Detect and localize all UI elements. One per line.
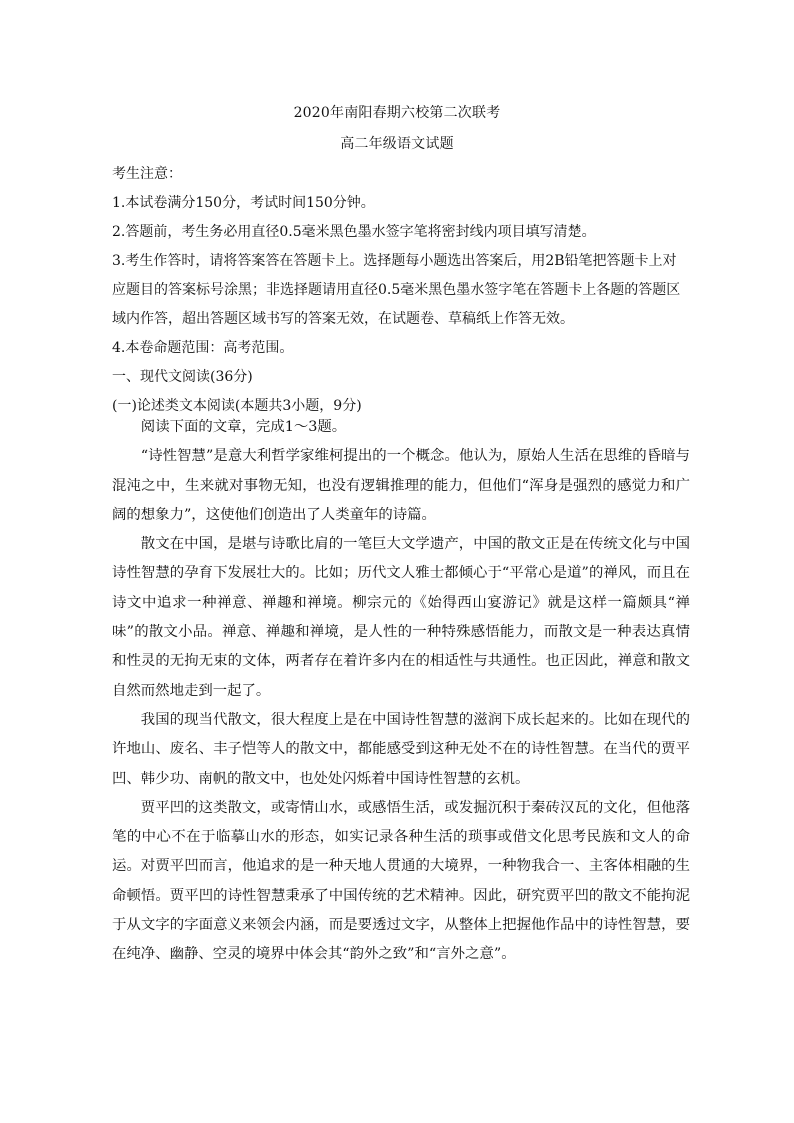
notice-item-4: 4.本卷命题范围：高考范围。 [112,340,294,356]
notice-item-3: 3.考生作答时，请将答案答在答题卡上。选择题每小题选出答案后，用2B铅笔把答题卡上对应题目的答案标号涂黑；非选择题请用直径0.5毫米黑色墨水签字笔在答题卡上各题的答题区域内作答，超出答题区域书写的答案无效，在试题卷、草稿纸上作答无效。 [112,253,681,327]
reading-instruction: 阅读下面的文章，完成1～3题。 [140,419,347,435]
section-sub-one: (一)论述类文本阅读(本题共3小题，9分) [112,398,362,414]
notice-heading: 考生注意： [112,166,182,182]
reading-passage [112,413,690,970]
exam-notice [112,160,687,421]
passage-paragraph-3: 我国的现当代散文，很大程度上是在中国诗性智慧的滋润下成长起来的。比如在现代的许地山、废名、丰子恺等人的散文中，都能感受到这种无处不在的诗性智慧。在当代的贾平凹、韩少功、南帆的散文中，也处处闪烁着中国诗性智慧的玄机。 [112,711,690,787]
section-part-one: 一、现代文阅读(36分) [112,369,253,385]
exam-title: 2020年南阳春期六校第二次联考 [293,105,501,121]
passage-paragraph-2: 散文在中国，是堪与诗歌比肩的一笔巨大文学遗产，中国的散文正是在传统文化与中国诗性智慧的孕育下发展壮大的。比如；历代文人雅士都倾心于“平常心是道”的禅风，而且在诗文中追求一种禅意、禅趣和禅境。柳宗元的《始得西山宴游记》就是这样一篇颇具“禅味”的散文小品。禅意、禅趣和禅境，是人性的一种特殊感悟能力，而散文是一种表达真情和性灵的无拘无束的文体，两者存在着许多内在的相适性与共通性。也正因此，禅意和散文自然而然地走到一起了。 [112,536,690,699]
passage-paragraph-4: 贾平凹的这类散文，或寄情山水，或感悟生活，或发掘沉积于秦砖汉瓦的文化，但他落笔的中心不在于临摹山水的形态，如实记录各种生活的琐事或借文化思考民族和文人的命运。对贾平凹而言，他追求的是一种天地人贯通的大境界，一种物我合一、主客体相融的生命顿悟。贾平凹的诗性智慧秉承了中国传统的艺术精神。因此，研究贾平凹的散文不能拘泥于从文字的字面意义来领会内涵，而是要透过文字，从整体上把握他作品中的诗性智慧，要在纯净、幽静、空灵的境界中体会其“韵外之致”和“言外之意”。 [112,799,690,963]
notice-item-1: 1.本试卷满分150分，考试时间150分钟。 [112,195,375,211]
notice-item-2: 2.答题前，考生务必用直径0.5毫米黑色墨水签字笔将密封线内项目填写清楚。 [112,224,596,240]
passage-paragraph-1: “诗性智慧”是意大利哲学家维柯提出的一个概念。他认为，原始人生活在思维的昏暗与混沌之中，生来就对事物无知，也没有逻辑推理的能力，但他们“浑身是强烈的感觉力和广阔的想象力”，这使他们创造出了人类童年的诗篇。 [112,448,690,523]
subject-title: 高二年级语文试题 [340,136,454,152]
